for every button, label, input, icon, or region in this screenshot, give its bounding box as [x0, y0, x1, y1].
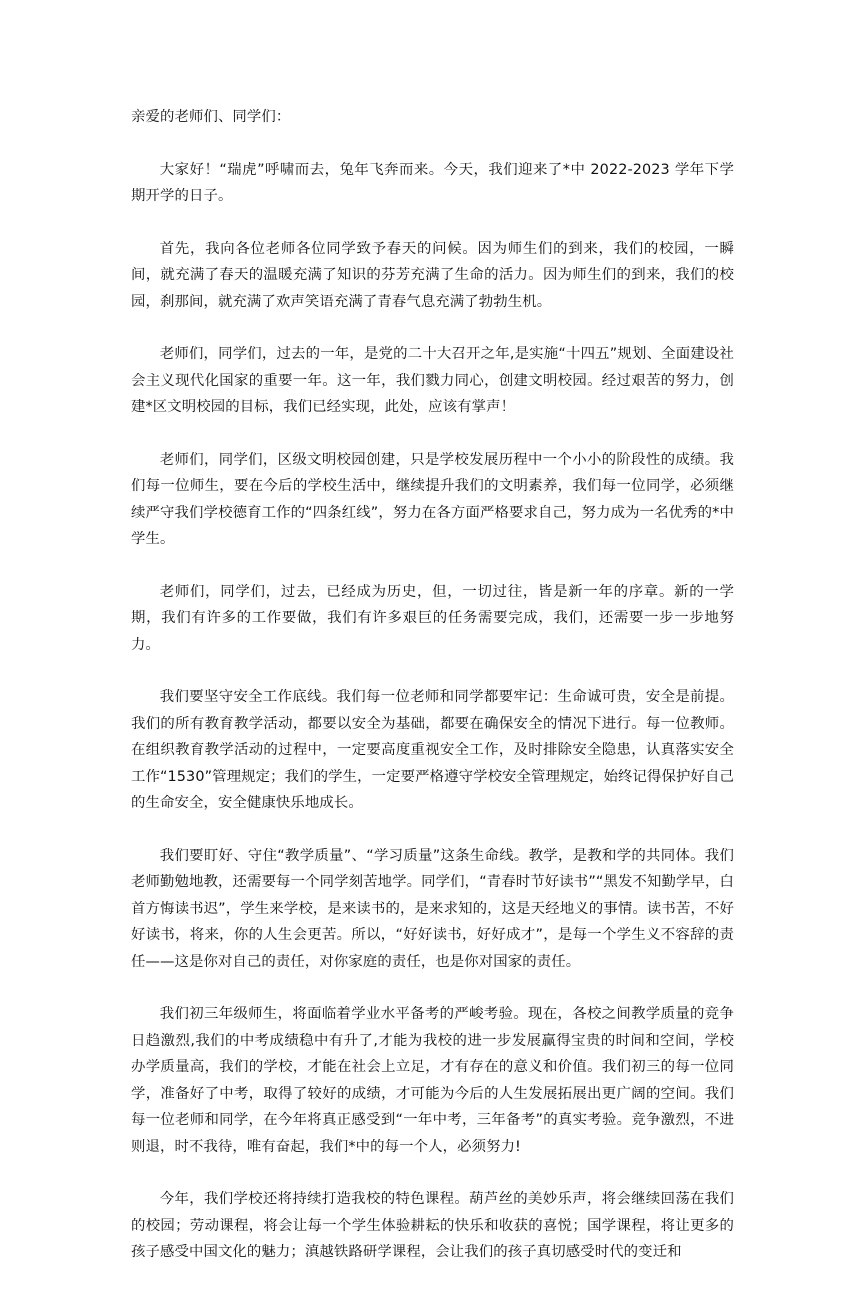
paragraph-grade-nine-exam: 我们初三年级师生，将面临着学业水平备考的严峻考验。现在，各校之间教学质量的竞争日趋激烈,我们的中考成绩稳中有升了,才能为我校的进一步发展赢得宝贵的时间和空间，学校办学质量高，我们的学校，才能在社会上立足，才有存在的意义和价值。我们初三的每一位同学，准备好了中考，取得了较好的成绩，才可能为今后的人生发展拓展出更广阔的空间。我们每一位老师和同学，在今年将真正感受到“一年中考，三年备考”的真实考验。竞争激烈，不进则退，时不我待，唯有奋起，我们*中的每一个人，必须努力! — [131, 1006, 734, 1155]
paragraph-spring-greeting: 首先，我向各位老师各位同学致予春天的问候。因为师生们的到来，我们的校园，一瞬间，就充满了春天的温暖充满了知识的芬芳充满了生命的活力。因为师生们的到来，我们的校园，刹那间，就充满了欢声笑语充满了青春气息充满了勃勃生机。 — [131, 240, 734, 310]
paragraph-greeting: 大家好！“瑞虎”呼啸而去，兔年飞奔而来。今天，我们迎来了*中 2022-2023 学年下学期开学的日子。 — [131, 161, 734, 204]
paragraph-new-semester: 老师们，同学们，过去，已经成为历史，但，一切过往，皆是新一年的序章。新的一学期，我们有许多的工作要做，我们有许多艰巨的任务需要完成，我们，还需要一步一步地努力。 — [131, 583, 734, 653]
salutation: 亲爱的老师们、同学们： — [131, 109, 291, 125]
document-body — [131, 104, 734, 1292]
paragraph-past-year: 老师们，同学们，过去的一年，是党的二十大召开之年,是实施“十四五”规划、全面建设社会主义现代化国家的重要一年。这一年，我们戮力同心，创建文明校园。经过艰苦的努力，创建*区文明校园的目标，我们已经实现，此处，应该有掌声！ — [131, 346, 734, 415]
paragraph-safety: 我们要坚守安全工作底线。我们每一位老师和同学都要牢记：生命诚可贵，安全是前提。我们的所有教育教学活动，都要以安全为基础，都要在确保安全的情况下进行。每一位教师。在组织教育教学活动的过程中，一定要高度重视安全工作，及时排除安全隐患，认真落实安全工作“1530”管理规定；我们的学生，一定要严格遵守学校安全管理规定，始终记得保护好自己的生命安全，安全健康快乐地成长。 — [131, 689, 734, 811]
paragraph-civilized-campus: 老师们，同学们，区级文明校园创建，只是学校发展历程中一个小小的阶段性的成绩。我们每一位师生，要在今后的学校生活中，继续提升我们的文明素养，我们每一位同学，必须继续严守我们学校德育工作的“四条红线”，努力在各方面严格要求自己，努力成为一名优秀的*中学生。 — [131, 451, 734, 547]
paragraph-special-courses: 今年，我们学校还将持续打造我校的特色课程。葫芦丝的美妙乐声，将会继续回荡在我们的校园；劳动课程，将会让每一个学生体验耕耘的快乐和收获的喜悦；国学课程，将让更多的孩子感受中国文化的魅力；滇越铁路研学课程，会让我们的孩子真切感受时代的变迁和 — [131, 1191, 734, 1260]
paragraph-teaching-quality: 我们要盯好、守住“教学质量”、“学习质量”这条生命线。教学，是教和学的共同体。我们老师勤勉地教，还需要每一个同学刻苦地学。同学们，“青春时节好读书”“黑发不知勤学早，白首方悔读书迟”，学生来学校，是来读书的，是来求知的，这是天经地义的事情。读书苦，不好好读书，将来，你的人生会更苦。所以，“好好读书，好好成才”，是每一个学生义不容辞的责任——这是你对自己的责任，对你家庭的责任，也是你对国家的责任。 — [131, 847, 734, 970]
